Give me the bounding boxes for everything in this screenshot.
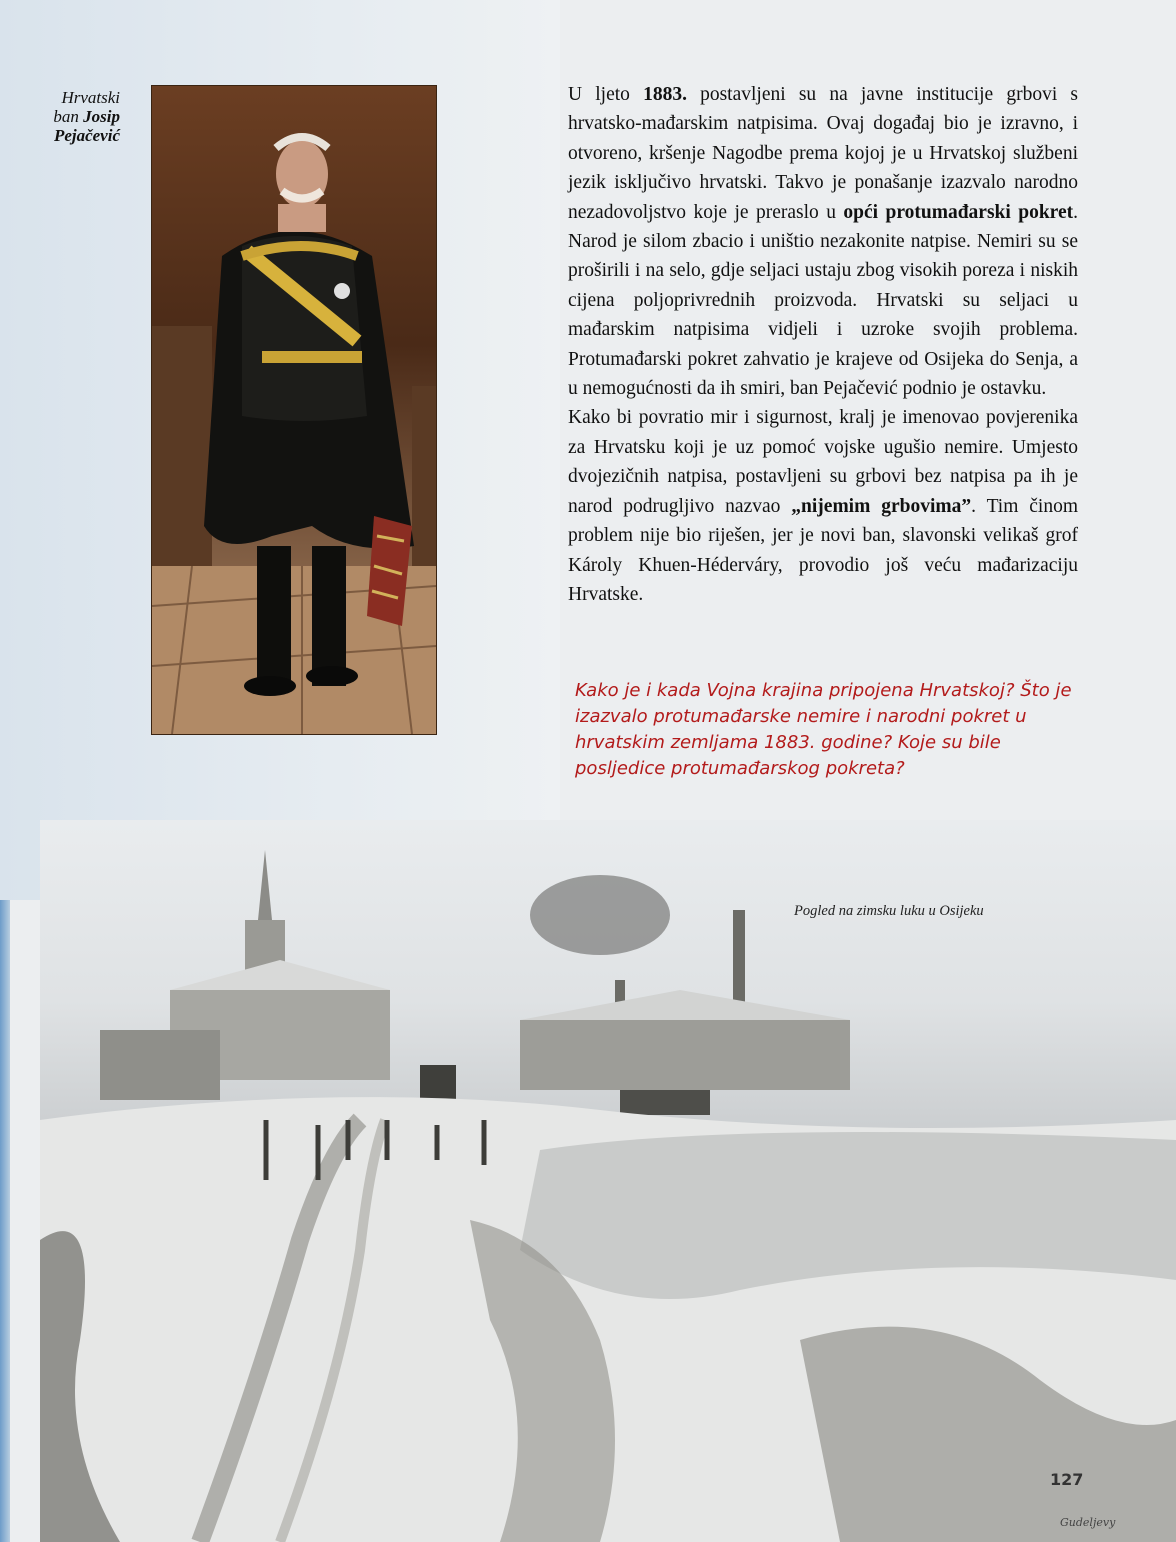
portrait-caption-line1: Hrvatski: [61, 88, 120, 107]
p1-text-a: U ljeto: [568, 84, 644, 105]
portrait-caption-first-name: Josip: [83, 107, 120, 126]
portrait-illustration: [152, 86, 436, 734]
p1-text-e: . Narod je silom zbacio i uništio nezakonite natpise. Nemiri su se proširili i na selo, gdje seljaci ustaju zbog visokih poreza i niskih cijena poljoprivrednih proizvoda. Hrvatski su seljaci u mađarskim natpisima vidjeli i uzroke svojih problema. Protumađarski pokret zahvatio je krajeve od Osijeka do Senja, a u nemogućnosti da ih smiri, ban Pejačević podnio je ostavku.: [568, 201, 1079, 400]
page-number: 127: [1050, 1470, 1084, 1489]
p1-year: 1883.: [643, 84, 687, 105]
p2-text-a: Kako bi povratio mir i sigurnost, kralj je imenovao povjerenika za Hrvatsku koji je uz pomoć vojske ugušio nemire. Umjesto dvojezičnih natpisa, postavljeni su grbovi bez natpisa pa ih je narod podrugljivo nazvao: [568, 407, 1078, 517]
paragraph-2: [568, 403, 1078, 609]
harbour-caption: Pogled na zimsku luku u Osijeku: [794, 903, 984, 919]
p2-text-c: . Tim činom problem nije bio riješen, jer je novi ban, slavonski velikaš grof Károly Khuen-Héderváry, provodio još veću mađarizaciju Hrvatske.: [568, 495, 1079, 605]
artist-signature: Gudeljevy: [1060, 1516, 1116, 1529]
portrait-caption-last-name: Pejačević: [53, 126, 120, 145]
paragraph-1: [568, 80, 1078, 403]
p1-text-c: postavljeni su na javne institucije grbovi s hrvatsko-mađarskim natpisima. Ovaj događaj bio je izravno, i otvoreno, kršenje Nagodbe prema kojoj je u Hrvatskoj službeni jezik isključivo hrvatski. Takvo je ponašanje izazvalo narodno nezadovoljstvo koje je preraslo u: [568, 84, 1078, 223]
winter-harbour-illustration: [40, 820, 1176, 1542]
portrait-painting: [152, 86, 436, 734]
p2-emphasis: „nijemim grbovima”: [791, 495, 972, 517]
harbour-engraving: [40, 820, 1176, 1542]
p1-emphasis: opći protumađarski pokret: [843, 201, 1074, 223]
review-questions: Kako je i kada Vojna krajina pripojena Hrvatskoj? Što je izazvalo protumađarske nemire i narodni pokret u hrvatskim zemljama 1883. godine? Koje su bile posljedice protumađarskog pokreta?: [575, 680, 1072, 779]
main-text: [568, 80, 1078, 609]
portrait-caption-prefix: ban: [53, 107, 84, 126]
portrait-caption: [38, 88, 120, 145]
